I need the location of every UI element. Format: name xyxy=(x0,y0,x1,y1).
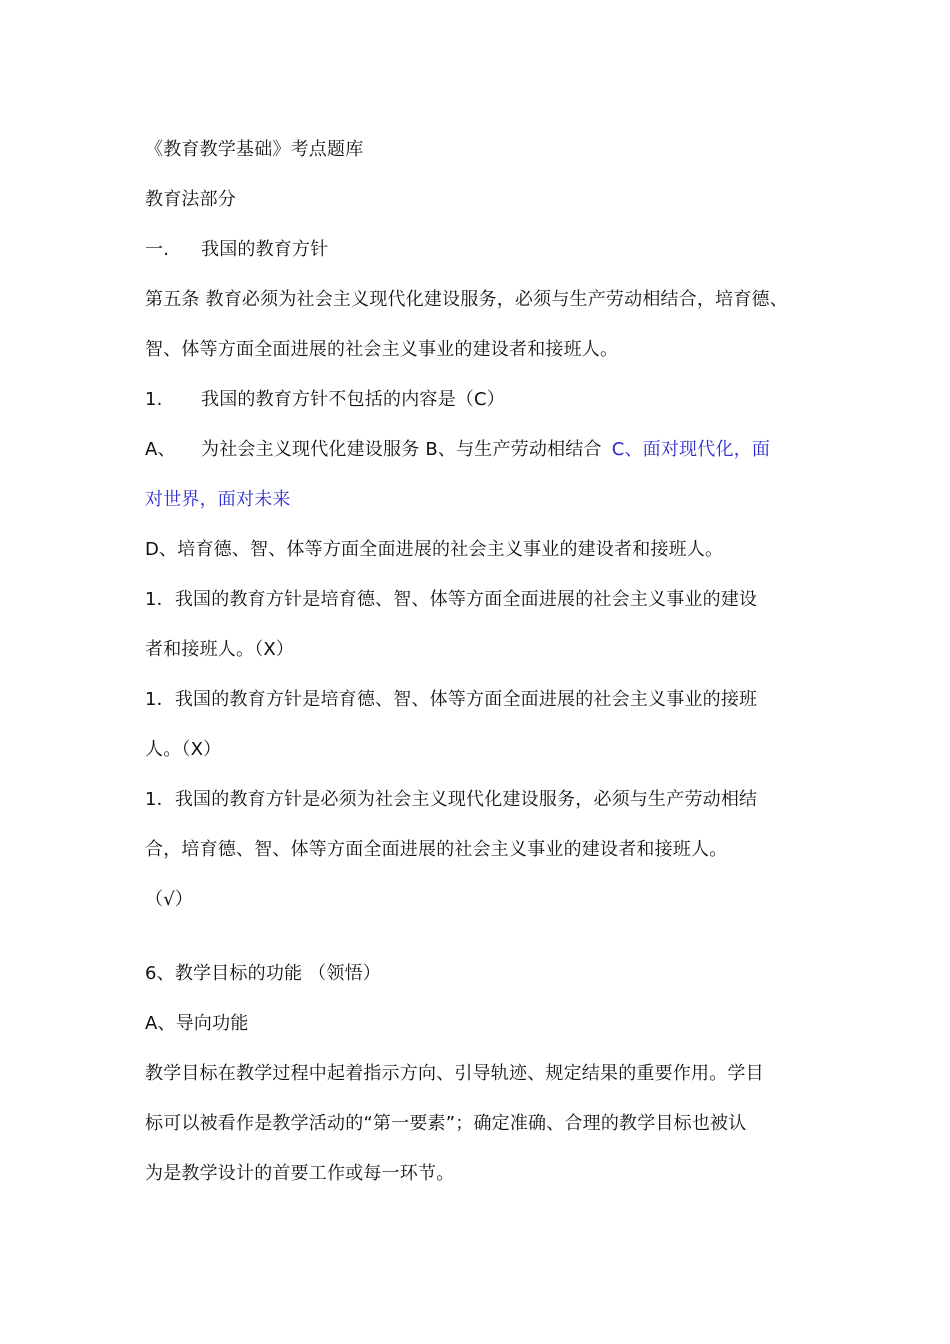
question-stem xyxy=(145,388,505,412)
document-title: 《教育教学基础》考点题库 xyxy=(145,139,364,160)
article-line-2: 智、体等方面全面进展的社会主义事业的建设者和接班人。 xyxy=(145,339,619,360)
article-line-1: 第五条 教育必须为社会主义现代化建设服务，必须与生产劳动相结合，培育德、 xyxy=(145,289,788,310)
tf-question-3-line-2: 合，培育德、智、体等方面全面进展的社会主义事业的建设者和接班人。 xyxy=(145,839,728,860)
option-d: D、培育德、智、体等方面全面进展的社会主义事业的建设者和接班人。 xyxy=(145,539,724,560)
tf-question-3-line-1: 1．我国的教育方针是必须为社会主义现代化建设服务，必须与生产劳动相结 xyxy=(145,789,758,810)
paragraph-line-2: 标可以被看作是教学活动的“第一要素”；确定准确、合理的教学目标也被认 xyxy=(145,1113,747,1134)
option-b: B、与生产劳动相结合 xyxy=(425,439,602,460)
option-c-highlight: C、面对现代化，面 xyxy=(611,439,771,460)
tf-question-2-line-1: 1．我国的教育方针是培育德、智、体等方面全面进展的社会主义事业的接班 xyxy=(145,689,758,710)
options-line xyxy=(145,438,770,462)
tf-question-2-line-2: 人。（X） xyxy=(145,739,222,760)
paragraph-line-3: 为是教学设计的首要工作或每一环节。 xyxy=(145,1163,455,1184)
tf-question-3-line-3: （√） xyxy=(145,889,194,910)
part-heading: 教育法部分 xyxy=(145,189,236,210)
tf-question-1-line-2: 者和接班人。（X） xyxy=(145,639,295,660)
section-heading xyxy=(145,238,328,262)
tf-question-1-line-1: 1．我国的教育方针是培育德、智、体等方面全面进展的社会主义事业的建设 xyxy=(145,589,758,610)
paragraph-line-1: 教学目标在教学过程中起着指示方向、引导轨迹、规定结果的重要作用。学目 xyxy=(145,1063,764,1084)
option-a-label: A、 xyxy=(145,439,176,460)
question-text: 我国的教育方针不包括的内容是（C） xyxy=(201,389,505,410)
section-title: 我国的教育方针 xyxy=(201,239,329,260)
section-number: 一. xyxy=(145,239,170,260)
section-6-heading: 6、教学目标的功能 （领悟） xyxy=(145,963,381,984)
section-6-subheading: A、导向功能 xyxy=(145,1013,249,1034)
option-a: 为社会主义现代化建设服务 xyxy=(201,439,420,460)
option-c-continued: 对世界，面对未来 xyxy=(145,489,291,510)
question-number: 1. xyxy=(145,389,163,410)
